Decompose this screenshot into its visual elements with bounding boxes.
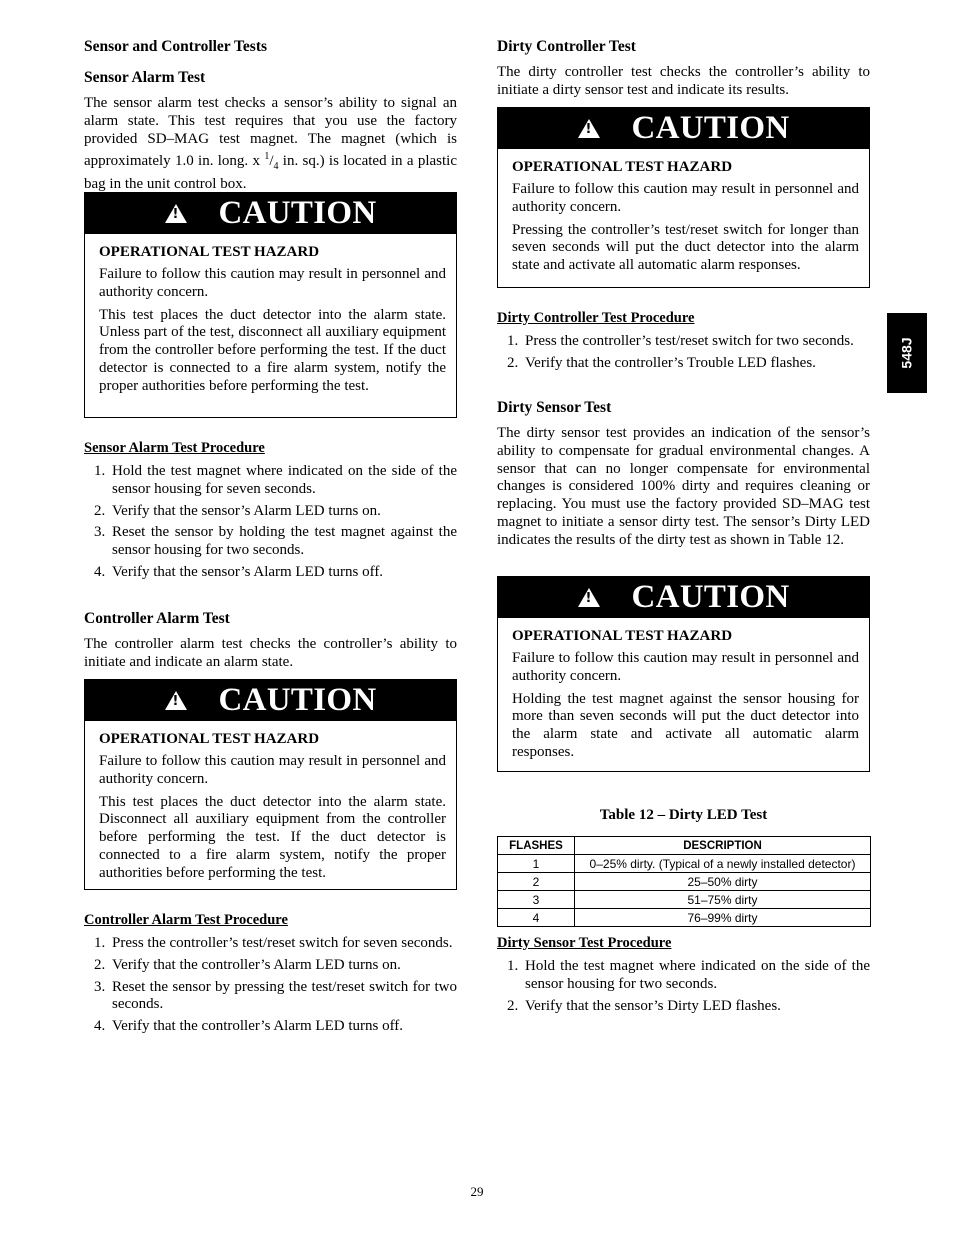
text: ! [172, 694, 179, 709]
text: 51–75% dirty [575, 891, 871, 909]
controller-procedure [84, 911, 457, 1040]
text: Verify that the controller’s Alarm LED turns on. [112, 956, 401, 973]
dirty-controller-procedure-list [497, 333, 870, 373]
text: Verify that the sensor’s Alarm LED turns on. [112, 502, 381, 519]
caution-box-dirty-sensor [497, 576, 870, 772]
sensor-procedure [84, 439, 457, 586]
heading-controller-alarm-test: Controller Alarm Test [84, 610, 230, 627]
text: Reset the sensor by holding the test magnet against the sensor housing for two seconds. [112, 524, 457, 559]
procedure-title: Sensor Alarm Test Procedure [84, 440, 265, 456]
text: ! [585, 122, 592, 137]
section-side-tab [887, 313, 927, 393]
text: 1 [498, 855, 575, 873]
warning-triangle-icon [578, 119, 600, 138]
dirty-controller-paragraph [497, 64, 870, 100]
list-item [497, 958, 870, 994]
dirty-led-table-wrap [497, 836, 870, 927]
text: 3. [94, 978, 106, 995]
fraction-numerator: 1 [264, 151, 270, 163]
heading-sensor-controller-tests: Sensor and Controller Tests [84, 38, 268, 55]
text: 25–50% dirty [575, 873, 871, 891]
dirty-led-table [497, 836, 871, 927]
text: in. sq.) is located in a plastic bag in the unit control box. [84, 153, 457, 193]
text: 3 [498, 891, 575, 909]
text: Press the controller’s test/reset switch for seven seconds. [112, 935, 453, 951]
text: The dirty controller test checks the controller’s ability to initiate a dirty sensor test and indicate its results. [497, 64, 870, 98]
caution-banner [498, 108, 869, 149]
caution-banner [498, 577, 869, 618]
procedure-title: Controller Alarm Test Procedure [84, 912, 288, 928]
table-row [498, 873, 871, 891]
text: Verify that the controller’s Trouble LED flashes. [525, 354, 816, 371]
caution-box-dirty-controller [497, 107, 870, 288]
list-item [497, 355, 870, 373]
dirty-controller-section [497, 37, 870, 56]
text: The dirty sensor test provides an indication of the sensor’s ability to compensate for gradual environmental changes. A sensor that can no longer compensate for environmental changes is considered 100% dirty and requires cleaning or replacing. You must use the factory provided SD–MAG test magnet to initiate a sensor dirty test. The sensor’s Dirty LED indicates the results of the dirty test as shown in Table 12. [497, 425, 870, 548]
caution-text: This test places the duct detector into the alarm state. Disconnect all auxiliary equipment from the controller before performing the test. If the duct detector is connected to a fire alarm system, notify the proper authorities before performing the test. [99, 793, 446, 881]
procedure-title: Dirty Controller Test Procedure [497, 310, 695, 326]
text: 2. [507, 354, 519, 371]
caution-text: Failure to follow this caution may result in personnel and authority concern. [99, 753, 446, 787]
caution-text: Failure to follow this caution may result in personnel and authority concern. [99, 266, 446, 300]
list-item [84, 957, 457, 975]
text: 2. [507, 997, 519, 1014]
text: The controller alarm test checks the controller’s ability to initiate and indicate an alarm state. [84, 636, 457, 670]
sensor-procedure-list [84, 463, 457, 582]
controller-procedure-list [84, 935, 457, 1036]
text: Hold the test magnet where indicated on the side of the sensor housing for two seconds. [525, 958, 870, 992]
page-number: 29 [470, 1184, 484, 1199]
text: 1. [507, 958, 519, 974]
controller-alarm-paragraph [84, 636, 457, 672]
text: 1. [94, 935, 106, 951]
fraction-denominator: 4 [273, 161, 279, 173]
text: ! [172, 207, 179, 222]
sensor-alarm-paragraph: The sensor alarm test checks a sensor’s ability to signal an alarm state. This test requires that you use the factory provided SD–MAG test magnet. The magnet (which is approximately 1.0 in. long. x $^1/_4$ in. sq.) is located in a plastic bag in the unit control box. [84, 95, 457, 193]
dirty-sensor-procedure [497, 934, 870, 1019]
caution-heading: OPERATIONAL TEST HAZARD [512, 159, 733, 175]
caution-text: Failure to follow this caution may result in personnel and authority concern. [512, 650, 859, 684]
caution-label: CAUTION [631, 579, 790, 615]
text: The sensor alarm test checks a sensor’s ability to signal an alarm state. This test requires that you use the factory provided SD–MAG test magnet. The magnet (which is approximately 1.0 in. long. x [84, 95, 457, 170]
dirty-sensor-procedure-list [497, 958, 870, 1015]
text: Verify that the controller’s Alarm LED turns off. [112, 1018, 404, 1035]
list-item [84, 935, 457, 953]
table-row [498, 909, 871, 927]
caution-text: Failure to follow this caution may result in personnel and authority concern. [512, 181, 859, 215]
text: ! [585, 591, 592, 606]
text: Reset the sensor by pressing the test/reset switch for two seconds. [112, 978, 457, 1013]
caution-heading: OPERATIONAL TEST HAZARD [512, 628, 733, 644]
caution-text: This test places the duct detector into the alarm state. Unless part of the test, disconnect all auxiliary equipment from the controller before performing the test. If the duct detector is connected to a fire alarm system, notify the proper authorities before performing the test. [99, 306, 446, 394]
procedure-title: Dirty Sensor Test Procedure [497, 935, 672, 951]
dirty-controller-procedure [497, 309, 870, 377]
text: 2 [498, 873, 575, 891]
table-row [498, 855, 871, 873]
heading-dirty-sensor-test: Dirty Sensor Test [497, 399, 612, 416]
text: Verify that the sensor’s Alarm LED turns off. [112, 563, 384, 580]
warning-triangle-icon [165, 691, 187, 710]
text: 1. [507, 333, 519, 349]
text: Press the controller’s test/reset switch for two seconds. [525, 333, 854, 349]
dirty-sensor-section [497, 398, 870, 417]
caution-heading: OPERATIONAL TEST HAZARD [99, 731, 320, 747]
caution-label: CAUTION [218, 682, 377, 718]
text: 2. [94, 956, 106, 973]
caution-heading: OPERATIONAL TEST HAZARD [99, 244, 320, 260]
list-item [84, 524, 457, 560]
warning-triangle-icon [578, 588, 600, 607]
text: 0–25% dirty. (Typical of a newly installed detector) [575, 855, 871, 873]
list-item [84, 1018, 457, 1036]
text: Table 12 – Dirty LED Test [599, 807, 768, 823]
table-title [497, 807, 870, 824]
column-header: DESCRIPTION [575, 837, 871, 855]
text: 2. [94, 502, 106, 519]
text: Verify that the sensor’s Dirty LED flashes. [525, 997, 781, 1014]
caution-text: Pressing the controller’s test/reset switch for longer than seven seconds will put the duct detector into the alarm state and activate all automatic alarm responses. [512, 221, 859, 274]
text: 3. [94, 524, 106, 541]
list-item [84, 503, 457, 521]
text: 1. [94, 463, 106, 479]
caution-box-sensor-alarm [84, 192, 457, 418]
side-tab-label: 548J [899, 337, 915, 369]
list-item [84, 564, 457, 582]
caution-label: CAUTION [631, 110, 790, 146]
list-item [84, 979, 457, 1015]
caution-banner [85, 680, 456, 721]
text: 4. [94, 1018, 106, 1035]
controller-alarm-section [84, 609, 457, 628]
caution-banner [85, 193, 456, 234]
text: 4 [498, 909, 575, 927]
heading-dirty-controller-test: Dirty Controller Test [497, 38, 636, 55]
sensor-alarm-section [84, 68, 457, 87]
text: 4. [94, 563, 106, 580]
table-header-row [498, 837, 871, 855]
text: Hold the test magnet where indicated on the side of the sensor housing for seven seconds. [112, 463, 457, 497]
heading-sensor-alarm-test: Sensor Alarm Test [84, 69, 206, 86]
caution-box-controller-alarm [84, 679, 457, 890]
section-heading [84, 37, 457, 56]
list-item [84, 463, 457, 499]
text: 76–99% dirty [575, 909, 871, 927]
caution-label: CAUTION [218, 195, 377, 231]
column-header: FLASHES [498, 837, 575, 855]
warning-triangle-icon [165, 204, 187, 223]
list-item [497, 333, 870, 351]
table-row [498, 891, 871, 909]
list-item [497, 998, 870, 1016]
caution-text: Holding the test magnet against the sensor housing for more than seven seconds will put the duct detector into the alarm state and activate all automatic alarm responses. [512, 690, 859, 760]
dirty-sensor-paragraph [497, 425, 870, 550]
